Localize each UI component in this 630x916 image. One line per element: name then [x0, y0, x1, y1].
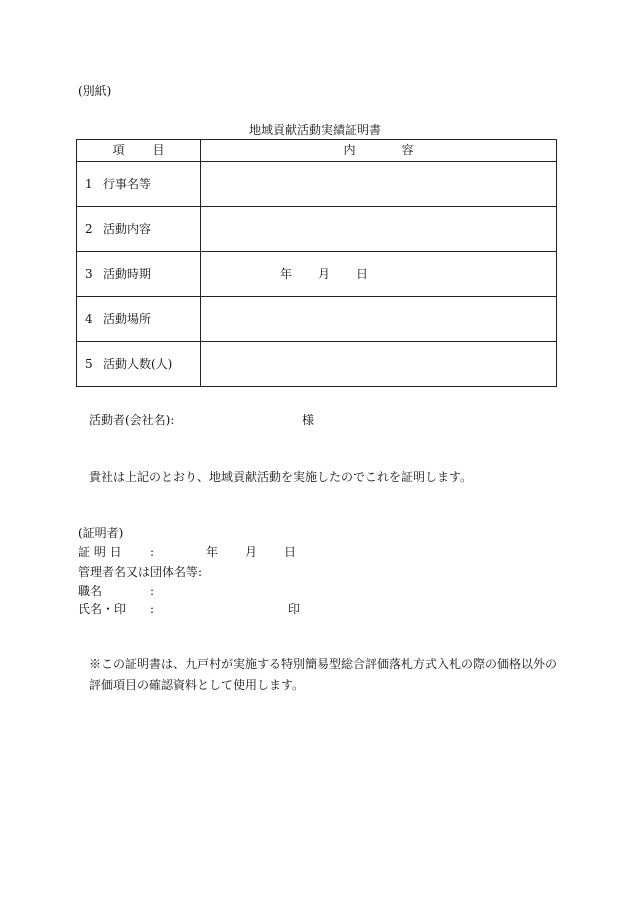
- row-label-text: 活動時期: [103, 266, 152, 281]
- row-label-text: 活動場所: [103, 311, 152, 326]
- row-label-text: 行事名等: [103, 176, 152, 191]
- header-item-part: 項: [112, 143, 125, 158]
- performer-label: 活動者(会社名):: [89, 413, 175, 427]
- colon: :: [150, 545, 155, 559]
- certification-text: 貴社は上記のとおり、地域貢献活動を実施したのでこれを証明します。: [89, 470, 473, 484]
- month-label: 月: [318, 266, 331, 281]
- row-label: [77, 297, 201, 342]
- header-content: [201, 140, 557, 162]
- attachment-label: (別紙): [78, 84, 112, 98]
- table-row: [77, 342, 557, 387]
- day-label: 日: [356, 266, 369, 281]
- certifier-admin-label: 管理者名又は団体名等:: [78, 565, 203, 579]
- activity-table: [76, 139, 557, 387]
- name-seal-label: 氏名・印: [78, 602, 127, 616]
- header-item-part: 目: [152, 143, 165, 158]
- row-number: 2: [85, 221, 93, 236]
- performer-suffix: 様: [302, 413, 315, 427]
- table-row: [77, 207, 557, 252]
- row-value-count[interactable]: [201, 342, 557, 387]
- year-label: 年: [280, 266, 293, 281]
- cert-month: 月: [245, 545, 258, 559]
- header-content-part: 内: [343, 143, 356, 158]
- post-label: 職名: [78, 584, 103, 598]
- row-label-text: 活動人数(人): [103, 356, 173, 371]
- row-value-event[interactable]: [201, 162, 557, 207]
- document-title: 地域貢献活動実績証明書: [248, 123, 381, 137]
- colon: :: [150, 602, 155, 616]
- row-number: 4: [85, 311, 93, 326]
- row-number: 1: [85, 176, 93, 191]
- note-line-2: 評価項目の確認資料として使用します。: [89, 678, 305, 692]
- row-label: [77, 342, 201, 387]
- certifier-post-line: [78, 584, 154, 598]
- row-value-place[interactable]: [201, 297, 557, 342]
- colon: :: [150, 584, 155, 598]
- header-item: [77, 140, 201, 162]
- seal-mark: 印: [288, 602, 301, 616]
- row-label: [77, 162, 201, 207]
- cert-day: 日: [284, 545, 297, 559]
- row-label: [77, 252, 201, 297]
- certifier-name-line: [78, 602, 300, 616]
- certifier-date-line: [78, 545, 296, 559]
- cert-date-label: 証 明 日: [78, 545, 122, 559]
- row-number: 5: [85, 356, 93, 371]
- certifier-heading: (証明者): [78, 526, 124, 540]
- header-content-part: 容: [401, 143, 414, 158]
- row-label-text: 活動内容: [103, 221, 152, 236]
- note-line-1: ※この証明書は、九戸村が実施する特別簡易型総合評価落札方式入札の際の価格以外の: [89, 657, 558, 671]
- row-value-period[interactable]: [201, 252, 557, 297]
- table-row: [77, 252, 557, 297]
- row-number: 3: [85, 266, 93, 281]
- cert-year: 年: [206, 545, 219, 559]
- table-row: [77, 297, 557, 342]
- table-header-row: [77, 140, 557, 162]
- row-value-activity[interactable]: [201, 207, 557, 252]
- table-row: [77, 162, 557, 207]
- row-label: [77, 207, 201, 252]
